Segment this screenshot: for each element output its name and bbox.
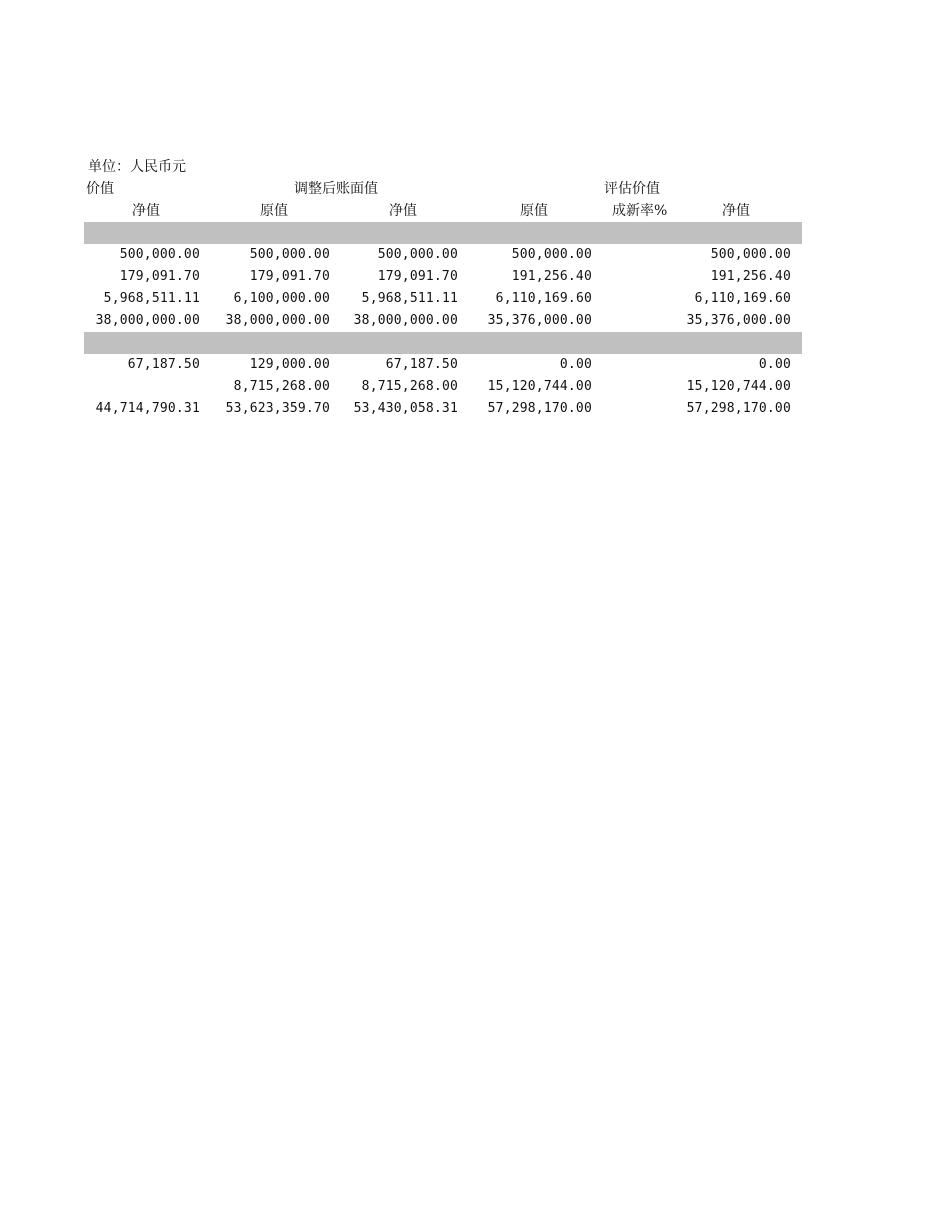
table-cell: 35,376,000.00: [686, 313, 791, 328]
table-row: [84, 310, 802, 332]
header-value-label: 价值: [86, 181, 114, 197]
table-cell: 5,968,511.11: [103, 291, 200, 306]
header-col-net-value: 净值: [132, 203, 160, 219]
table-row: [84, 354, 802, 376]
table-cell: 53,430,058.31: [353, 401, 458, 416]
table-cell: 0.00: [559, 357, 592, 372]
table-cell: 179,091.70: [377, 269, 458, 284]
table-cell: 0.00: [758, 357, 791, 372]
table-cell: 67,187.50: [385, 357, 458, 372]
table-cell: 6,110,169.60: [495, 291, 592, 306]
table-cell: 179,091.70: [119, 269, 200, 284]
table-cell: 500,000.00: [249, 247, 330, 262]
header-col-newness-rate: 成新率%: [612, 203, 668, 219]
unit-label: 单位：人民币元: [88, 159, 186, 175]
table-cell: 35,376,000.00: [487, 313, 592, 328]
table-row: [84, 266, 802, 288]
table-cell: 6,110,169.60: [694, 291, 791, 306]
table-row: [84, 288, 802, 310]
table-cell: 8,715,268.00: [361, 379, 458, 394]
table-cell: 6,100,000.00: [233, 291, 330, 306]
header-adjusted-book-value: 调整后账面值: [294, 181, 378, 197]
header-col-adjusted-original: 原值: [260, 203, 288, 219]
table-row: [84, 244, 802, 266]
table-row: [84, 398, 802, 420]
section-band: [84, 222, 802, 244]
table-cell: 500,000.00: [710, 247, 791, 262]
table-cell: 15,120,744.00: [686, 379, 791, 394]
section-band: [84, 332, 802, 354]
table-cell: 500,000.00: [119, 247, 200, 262]
header-col-adjusted-net: 净值: [389, 203, 417, 219]
header-col-appraised-original: 原值: [520, 203, 548, 219]
table-cell: 191,256.40: [710, 269, 791, 284]
table-cell: 53,623,359.70: [225, 401, 330, 416]
table-cell: 191,256.40: [511, 269, 592, 284]
table-row: [84, 376, 802, 398]
table-cell: 179,091.70: [249, 269, 330, 284]
table-cell: 500,000.00: [377, 247, 458, 262]
section-2-rows: [84, 354, 802, 420]
table-cell: 38,000,000.00: [225, 313, 330, 328]
header-sub-row: [84, 200, 802, 222]
table-cell: 38,000,000.00: [353, 313, 458, 328]
header-top-row: [84, 178, 802, 200]
table-cell: 57,298,170.00: [686, 401, 791, 416]
table-cell: 38,000,000.00: [95, 313, 200, 328]
valuation-sheet: [84, 156, 802, 420]
table-cell: 67,187.50: [127, 357, 200, 372]
table-cell: 8,715,268.00: [233, 379, 330, 394]
header-appraised-value: 评估价值: [604, 181, 660, 197]
table-cell: 57,298,170.00: [487, 401, 592, 416]
table-cell: 44,714,790.31: [95, 401, 200, 416]
table-cell: 500,000.00: [511, 247, 592, 262]
table-cell: 15,120,744.00: [487, 379, 592, 394]
table-cell: 129,000.00: [249, 357, 330, 372]
header-col-appraised-net: 净值: [722, 203, 750, 219]
section-1-rows: [84, 244, 802, 332]
table-cell: 5,968,511.11: [361, 291, 458, 306]
